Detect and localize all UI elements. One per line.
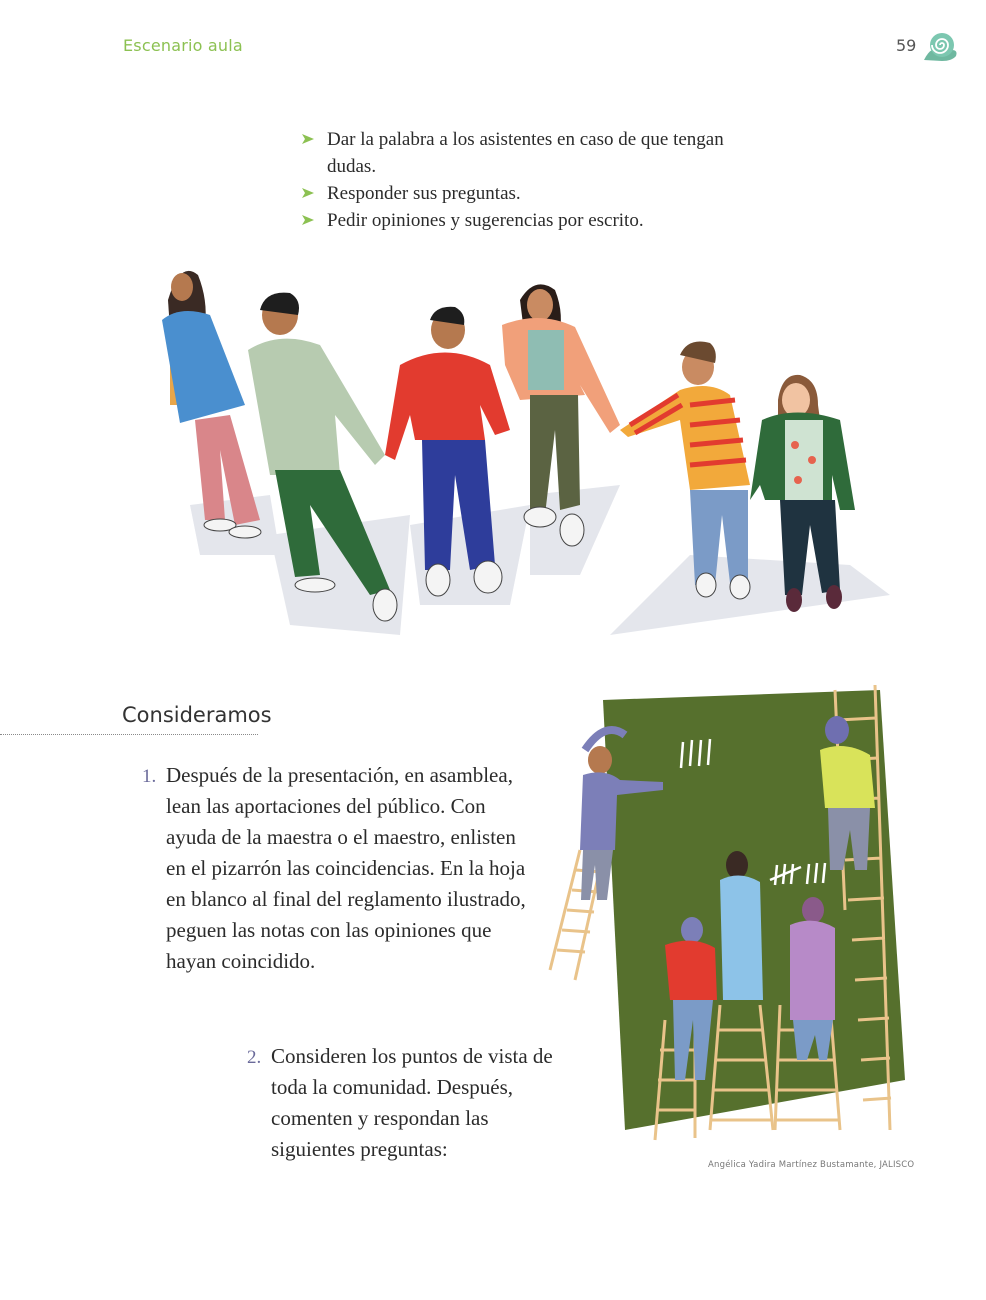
- arrow-bullet-icon: [302, 134, 314, 144]
- item-number: 2.: [247, 1047, 262, 1068]
- section-title: Consideramos: [122, 703, 272, 727]
- bullet-item: [302, 126, 742, 180]
- bullet-item: [302, 207, 742, 234]
- item-text: Después de la presentación, en asamblea, lean las aportaciones del público. Con ayuda de la maestra o el maestro, enlisten en el pizarrón las coincidencias. En la hoja en blanco al final del reglamento ilustrado, peguen las notas con las opiniones que hayan coincidido.: [166, 763, 526, 973]
- chalkboard-ladders-illustration: [545, 660, 915, 1145]
- illustration-credit: Angélica Yadira Martínez Bustamante, JALISCO: [708, 1160, 915, 1170]
- bullet-text: Responder sus preguntas.: [327, 183, 521, 204]
- children-holding-hands-illustration: [150, 255, 890, 650]
- bullet-text: Dar la palabra a los asistentes en caso de que tengan dudas.: [327, 129, 724, 177]
- section-divider: [0, 734, 258, 735]
- snail-spiral-icon: [922, 30, 958, 62]
- bullet-item: [302, 180, 742, 207]
- running-header: Escenario aula: [123, 36, 243, 55]
- page-number: 59: [896, 36, 917, 55]
- item-number: 1.: [142, 766, 157, 787]
- bullet-list: [302, 126, 742, 234]
- arrow-bullet-icon: [302, 188, 314, 198]
- item-text: Consideren los puntos de vista de toda la comunidad. Después, comenten y respondan las siguientes preguntas:: [271, 1044, 553, 1161]
- arrow-bullet-icon: [302, 215, 314, 225]
- bullet-text: Pedir opiniones y sugerencias por escrito.: [327, 210, 644, 231]
- numbered-item: [142, 760, 536, 977]
- numbered-item: [247, 1041, 561, 1165]
